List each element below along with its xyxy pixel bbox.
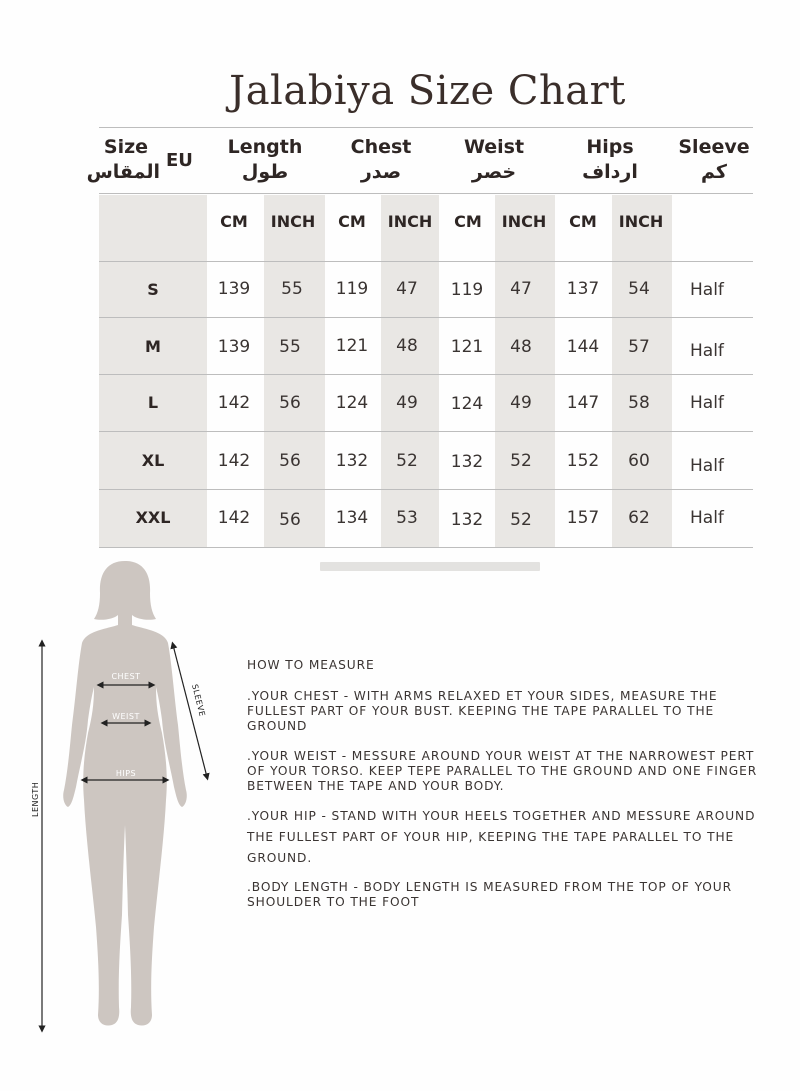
unit-inch: INCH xyxy=(270,212,316,231)
weist-inch-cell: 52 xyxy=(510,451,532,471)
how-to-measure xyxy=(247,658,767,925)
row-divider-line xyxy=(99,317,753,318)
col-header-sleeve xyxy=(672,135,756,185)
col-header-sleeve-en: Sleeve xyxy=(678,136,750,158)
weist-instruction: .YOUR WEIST - MESSURE AROUND YOUR WEIST AT THE NARROWEST PERT OF YOUR TORSO. KEEP TEPE PARALLEL TO THE GROUND AND ONE FINGER BETWEEN THE TAPE AND YOUR BODY. xyxy=(247,749,758,793)
unit-cm: CM xyxy=(454,212,482,231)
hips-cm-cell: 157 xyxy=(566,508,600,528)
unit-inch: INCH xyxy=(387,212,433,231)
size-column-shade xyxy=(99,195,207,547)
weist-label: WEIST xyxy=(112,712,140,721)
length-inch-cell: 55 xyxy=(279,337,301,357)
col-header-size-en: Size xyxy=(103,136,149,158)
length-cm-cell: 139 xyxy=(217,279,251,299)
size-label: M xyxy=(145,337,161,356)
size-label: L xyxy=(147,393,159,412)
col-header-hips-ar: ارداف xyxy=(582,161,638,183)
size-label: S xyxy=(147,280,159,299)
chest-inch-cell: 53 xyxy=(396,508,418,528)
sleeve-cell: Half xyxy=(690,456,724,476)
weist-inch-cell: 47 xyxy=(510,279,532,299)
chest-inch-cell: 48 xyxy=(396,336,418,356)
chest-cm-cell: 119 xyxy=(335,279,369,299)
sleeve-cell: Half xyxy=(690,508,724,528)
unit-inch: INCH xyxy=(501,212,547,231)
row-divider-line xyxy=(99,431,753,432)
col-header-size xyxy=(86,135,160,185)
col-header-hips xyxy=(560,135,660,185)
length-inch-cell: 56 xyxy=(279,393,301,413)
horizontal-scrollbar[interactable] xyxy=(320,562,540,571)
sleeve-cell: Half xyxy=(690,280,724,300)
hips-inch-cell: 58 xyxy=(628,393,650,413)
col-header-weist xyxy=(444,135,544,185)
hips-inch-cell: 57 xyxy=(628,337,650,357)
unit-cm: CM xyxy=(569,212,597,231)
hips-cm-cell: 152 xyxy=(566,451,600,471)
sleeve-label: SLEEVE xyxy=(190,683,207,718)
row-divider-line xyxy=(99,489,753,490)
sleeve-cell: Half xyxy=(690,341,724,361)
length-cm-cell: 142 xyxy=(217,393,251,413)
unit-cm: CM xyxy=(220,212,248,231)
size-label: XL xyxy=(141,451,165,470)
weist-cm-cell: 124 xyxy=(450,394,484,414)
col-header-length-ar: طول xyxy=(241,161,289,183)
chest-instruction: .YOUR CHEST - WITH ARMS RELAXED ET YOUR SIDES, MEASURE THE FULLEST PART OF YOUR BUST. KEEPING THE TAPE PARALLEL TO THE GROUND xyxy=(247,689,718,733)
length-cm-cell: 139 xyxy=(217,337,251,357)
weist-cm-cell: 119 xyxy=(450,280,484,300)
length-inch-cell: 56 xyxy=(279,510,301,530)
col-header-length xyxy=(215,135,315,185)
units-divider-line xyxy=(99,261,753,262)
chest-cm-cell: 134 xyxy=(335,508,369,528)
hips-inch-cell: 54 xyxy=(628,279,650,299)
hips-inch-cell: 60 xyxy=(628,451,650,471)
chest-label: CHEST xyxy=(111,672,141,681)
weist-cm-cell: 121 xyxy=(450,337,484,357)
hips-inch-cell: 62 xyxy=(628,508,650,528)
chest-cm-cell: 121 xyxy=(335,336,369,356)
length-cm-cell: 142 xyxy=(217,451,251,471)
weist-inch-cell: 48 xyxy=(510,337,532,357)
col-header-length-en: Length xyxy=(227,136,303,158)
chest-cm-cell: 132 xyxy=(335,451,369,471)
col-header-hips-en: Hips xyxy=(586,136,634,158)
unit-inch: INCH xyxy=(618,212,664,231)
size-label: XXL xyxy=(135,508,171,527)
col-header-chest-en: Chest xyxy=(350,136,412,158)
chest-inch-cell: 49 xyxy=(396,393,418,413)
length-inch-cell: 56 xyxy=(279,451,301,471)
col-header-weist-en: Weist xyxy=(463,136,525,158)
length-label: LENGTH xyxy=(31,781,40,817)
hips-cm-cell: 144 xyxy=(566,337,600,357)
length-cm-cell: 142 xyxy=(217,508,251,528)
body-measurement-figure xyxy=(20,555,230,1045)
chest-inch-cell: 47 xyxy=(396,279,418,299)
weist-inch-cell: 49 xyxy=(510,393,532,413)
hips-cm-cell: 147 xyxy=(566,393,600,413)
row-divider-line xyxy=(99,374,753,375)
chest-cm-cell: 124 xyxy=(335,393,369,413)
length-inch-cell: 55 xyxy=(281,279,303,299)
table-top-line xyxy=(99,127,753,128)
weist-cm-cell: 132 xyxy=(450,452,484,472)
table-bottom-line xyxy=(99,547,753,548)
sleeve-cell: Half xyxy=(690,393,724,413)
col-header-size-ar: المقاس xyxy=(86,161,160,183)
weist-inch-cell: 52 xyxy=(510,510,532,530)
col-header-sleeve-ar: كم xyxy=(701,161,727,183)
length-inch-shade xyxy=(264,195,325,547)
chest-inch-cell: 52 xyxy=(396,451,418,471)
hips-label: HIPS xyxy=(115,769,137,778)
how-to-measure-heading: HOW TO MEASURE xyxy=(247,658,375,672)
hips-inch-shade xyxy=(612,195,672,547)
eu-label: EU xyxy=(166,150,193,171)
body-silhouette xyxy=(63,561,187,1026)
length-instruction: .BODY LENGTH - BODY LENGTH IS MEASURED FROM THE TOP OF YOUR SHOULDER TO THE FOOT xyxy=(247,880,732,909)
weist-cm-cell: 132 xyxy=(450,510,484,530)
page-title: Jalabiya Size Chart xyxy=(229,68,626,114)
hips-cm-cell: 137 xyxy=(566,279,600,299)
chest-inch-shade xyxy=(381,195,439,547)
unit-cm: CM xyxy=(338,212,366,231)
col-header-chest xyxy=(331,135,431,185)
header-divider-line xyxy=(99,193,753,194)
weist-inch-shade xyxy=(495,195,555,547)
col-header-chest-ar: صدر xyxy=(360,161,402,183)
col-header-weist-ar: خصر xyxy=(471,161,517,183)
hip-instruction: .YOUR HIP - STAND WITH YOUR HEELS TOGETHER AND MESSURE AROUND THE FULLEST PART OF YOUR HIP, KEEPING THE TAPE PARALLEL TO THE GROUND. xyxy=(247,809,756,865)
